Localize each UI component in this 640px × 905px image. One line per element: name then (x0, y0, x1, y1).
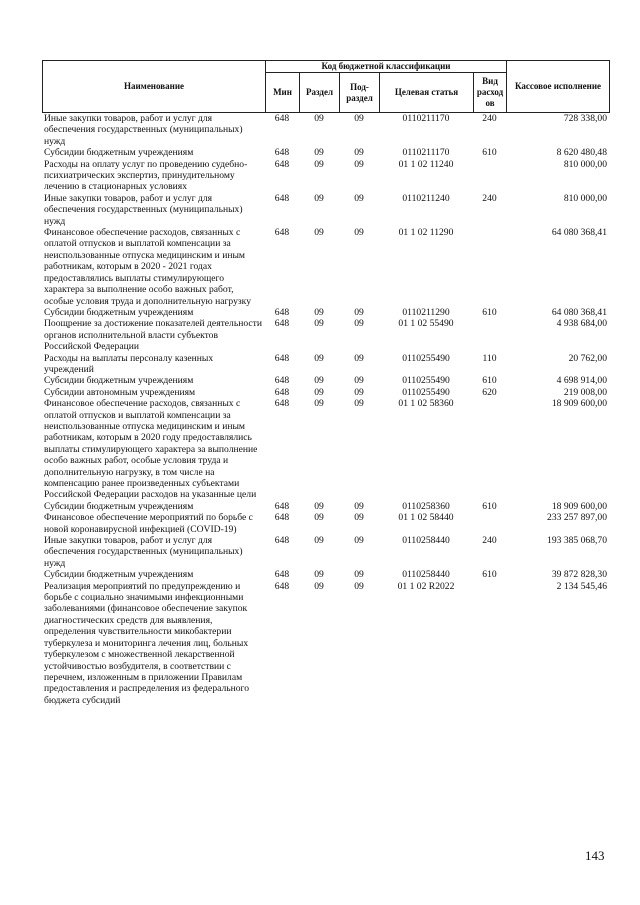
row-min: 648 (274, 227, 290, 239)
row-min: 648 (274, 535, 290, 547)
row-sum: 810 000,00 (563, 192, 607, 204)
row-cel: 0110255490 (402, 386, 450, 398)
row-razdel: 09 (314, 386, 324, 398)
row-min: 648 (274, 500, 290, 512)
row-podrazdel: 09 (354, 398, 364, 410)
row-vid: 610 (482, 306, 497, 318)
row-min: 648 (274, 352, 290, 364)
row-razdel: 09 (314, 318, 324, 330)
row-podrazdel: 09 (354, 113, 364, 124)
header-cel: Целевая статья (380, 73, 474, 113)
row-razdel: 09 (314, 192, 324, 204)
row-sum: 193 385 068,70 (547, 535, 607, 547)
row-name: Расходы на оплату услуг по проведению судебно-психиатрических экспертиз, принудительному лечению в стационарных условиях (44, 158, 248, 193)
row-min: 648 (274, 512, 290, 524)
row-sum: 64 080 368,41 (551, 306, 607, 318)
row-min: 648 (274, 306, 290, 318)
header-kass: Кассовое исполнение (507, 61, 610, 113)
row-min: 648 (274, 147, 290, 159)
row-min: 648 (274, 569, 290, 581)
table-row (42, 501, 609, 512)
row-vid (473, 159, 506, 193)
row-min: 648 (274, 580, 290, 592)
table-header (42, 60, 610, 113)
header-min: Мин (266, 73, 300, 113)
row-name: Поощрение за достижение показателей деятельности органов исполнительной власти субъектов Российской Федерации (44, 318, 262, 353)
row-sum: 219 008,00 (563, 386, 607, 398)
row-razdel: 09 (314, 375, 324, 387)
row-name: Иные закупки товаров, работ и услуг для обеспечения государственных (муниципальных) нужд (44, 113, 243, 147)
row-vid: 240 (482, 113, 497, 124)
row-cel: 0110211170 (402, 147, 450, 159)
row-sum: 233 257 897,00 (547, 512, 607, 524)
header-vid: Вид расход ов (474, 73, 507, 113)
row-podrazdel: 09 (354, 535, 364, 547)
row-podrazdel: 09 (354, 192, 364, 204)
row-sum: 4 938 684,00 (556, 318, 607, 330)
table-row (42, 375, 609, 386)
row-sum: 39 872 828,30 (551, 569, 607, 581)
row-sum: 18 909 600,00 (551, 398, 607, 410)
table-row (42, 581, 609, 706)
table-row (42, 398, 609, 501)
row-cel: 01 1 02 R2022 (397, 580, 455, 592)
row-cel: 01 1 02 11290 (398, 227, 454, 239)
row-min: 648 (274, 318, 290, 330)
row-razdel: 09 (314, 398, 324, 410)
row-sum: 810 000,00 (563, 158, 607, 170)
row-sum: 2 134 545,46 (556, 580, 607, 592)
row-cel: 01 1 02 11240 (398, 158, 454, 170)
row-podrazdel: 09 (354, 386, 364, 398)
row-podrazdel: 09 (354, 318, 364, 330)
row-sum: 728 338,00 (563, 113, 607, 124)
row-min: 648 (274, 192, 290, 204)
page-number: 143 (585, 848, 605, 863)
table-row (42, 512, 609, 535)
row-razdel: 09 (314, 306, 324, 318)
row-podrazdel: 09 (354, 569, 364, 581)
table-row (42, 193, 609, 227)
row-cel: 0110255490 (402, 352, 450, 364)
row-vid (473, 227, 506, 307)
table-body (42, 113, 609, 706)
row-cel: 0110211170 (402, 113, 450, 124)
row-cel: 0110255490 (402, 375, 450, 387)
header-name: Наименование (43, 61, 266, 113)
table-row (42, 387, 609, 398)
row-cel: 01 1 02 58440 (398, 512, 454, 524)
row-vid: 240 (482, 192, 497, 204)
row-cel: 0110258360 (402, 500, 450, 512)
row-vid: 610 (482, 569, 497, 581)
row-sum: 4 698 914,00 (556, 375, 607, 387)
budget-table (42, 60, 609, 706)
row-podrazdel: 09 (354, 580, 364, 592)
row-name: Финансовое обеспечение расходов, связанных с оплатой отпусков и выплатой компенсации за неиспользованные отпуска медицинским и иным работникам, которым в 2020 году предоставлялись выплаты стимулирующего характера за выполнение особо важных работ, особые условия труда и дополнительную нагрузку, в том числе на компенсацию ранее произведенных субъектами Российской Федерации расходов на указанные цели (44, 398, 258, 501)
row-name: Субсидии бюджетным учреждениям (44, 569, 194, 581)
row-name: Субсидии автономным учреждениям (44, 386, 196, 398)
row-razdel: 09 (314, 569, 324, 581)
table-row (42, 307, 609, 318)
row-min: 648 (274, 375, 290, 387)
row-vid: 240 (482, 535, 497, 547)
row-razdel: 09 (314, 227, 324, 239)
table-row (42, 569, 609, 580)
row-name: Субсидии бюджетным учреждениям (44, 500, 194, 512)
row-min: 648 (274, 398, 290, 410)
row-name: Субсидии бюджетным учреждениям (44, 306, 194, 318)
row-podrazdel: 09 (354, 500, 364, 512)
row-name: Финансовое обеспечение расходов, связанных с оплатой отпусков и выплатой компенсации за неиспользованные отпуска медицинским и иным работникам, которым в 2020 - 2021 годах предоставлялись выплаты стимулирующего характера за выполнение особо важных работ, особые условия труда и дополнительную нагрузку (44, 227, 251, 307)
table-row (42, 535, 609, 569)
row-razdel: 09 (314, 580, 324, 592)
row-cel: 0110258440 (402, 569, 450, 581)
row-min: 648 (274, 386, 290, 398)
row-vid: 610 (482, 375, 497, 387)
row-sum: 18 909 600,00 (551, 500, 607, 512)
table-row (42, 318, 609, 352)
row-vid: 110 (482, 352, 497, 364)
header-group: Код бюджетной классификации (266, 61, 507, 73)
row-podrazdel: 09 (354, 352, 364, 364)
header-razdel: Раздел (300, 73, 340, 113)
row-razdel: 09 (314, 535, 324, 547)
row-razdel: 09 (314, 352, 324, 364)
row-vid (473, 318, 506, 352)
row-name: Реализация мероприятий по предупреждению и борьбе с социально значимыми инфекционными заболеваниями (финансовое обеспечение закупок диагностических средств для выявления, определения чувствительности микобактерии туберкулеза и мониторинга лечения лиц, больных туберкулезом с множественной лекарственной устойчивостью возбудителя, в соответствии с перечнем, изложенным в приложении Правилам предоставления и распределения из федерального бюджета субсидий (44, 580, 250, 706)
row-razdel: 09 (314, 158, 324, 170)
table-row (42, 353, 609, 376)
row-vid (473, 512, 506, 535)
row-sum: 8 620 480,48 (556, 147, 607, 159)
row-sum: 20 762,00 (568, 352, 607, 364)
row-podrazdel: 09 (354, 512, 364, 524)
table-row (42, 159, 609, 193)
row-cel: 01 1 02 58360 (398, 398, 454, 410)
row-sum: 64 080 368,41 (551, 227, 607, 239)
row-vid (473, 398, 506, 501)
row-podrazdel: 09 (354, 306, 364, 318)
row-cel: 0110211240 (402, 192, 450, 204)
row-min: 648 (274, 158, 290, 170)
row-cel: 01 1 02 55490 (398, 318, 454, 330)
row-razdel: 09 (314, 113, 324, 124)
row-min: 648 (274, 113, 290, 124)
row-podrazdel: 09 (354, 158, 364, 170)
row-vid: 610 (482, 500, 497, 512)
table-row (42, 227, 609, 307)
table-row (42, 113, 609, 147)
table-row (42, 147, 609, 158)
row-razdel: 09 (314, 512, 324, 524)
row-podrazdel: 09 (354, 227, 364, 239)
row-name: Субсидии бюджетным учреждениям (44, 147, 194, 159)
row-name: Финансовое обеспечение мероприятий по борьбе с новой коронавирусной инфекцией (COVID-19) (44, 512, 253, 535)
row-vid (473, 581, 506, 706)
row-vid: 620 (482, 386, 497, 398)
row-podrazdel: 09 (354, 375, 364, 387)
row-name: Расходы на выплаты персоналу казенных учреждений (44, 352, 214, 375)
row-razdel: 09 (314, 500, 324, 512)
row-name: Иные закупки товаров, работ и услуг для обеспечения государственных (муниципальных) нужд (44, 192, 243, 227)
row-name: Иные закупки товаров, работ и услуг для обеспечения государственных (муниципальных) нужд (44, 535, 243, 569)
row-cel: 0110211290 (402, 306, 450, 318)
row-podrazdel: 09 (354, 147, 364, 159)
row-razdel: 09 (314, 147, 324, 159)
header-podrazdel: Под-раздел (340, 73, 380, 113)
row-name: Субсидии бюджетным учреждениям (44, 375, 194, 387)
row-cel: 0110258440 (402, 535, 450, 547)
row-vid: 610 (482, 147, 497, 159)
